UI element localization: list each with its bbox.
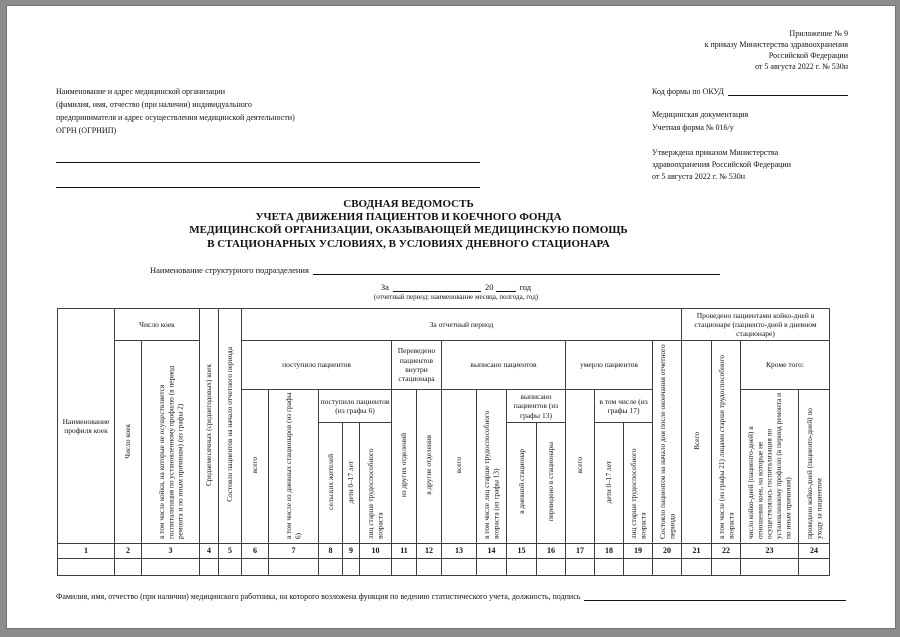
col-header-18	[595, 423, 624, 544]
col-header-8-text: сельских жителей	[325, 453, 335, 510]
col-number: 22	[712, 544, 741, 559]
group-header-discharged: выписано пациентов	[442, 341, 566, 390]
data-cell	[566, 559, 595, 576]
col-number: 2	[115, 544, 142, 559]
title-line: УЧЕТА ДВИЖЕНИЯ ПАЦИЕНТОВ И КОЕЧНОГО ФОНДА	[255, 211, 562, 224]
org-fill-line-1	[56, 162, 480, 163]
data-cell	[595, 559, 624, 576]
col-number: 12	[417, 544, 442, 559]
col-header-9	[343, 423, 360, 544]
org-line: предпринимателя и адрес осуществления медицинской деятельности)	[56, 113, 295, 122]
signature-label: Фамилия, имя, отчество (при наличии) медицинского работника, на которого возложена функция по ведению статистического учета, должность, подпись	[56, 592, 581, 601]
title-line: МЕДИЦИНСКОЙ ОРГАНИЗАЦИИ, ОКАЗЫВАЮЩЕЙ МЕДИЦИНСКУЮ ПОМОЩЬ	[189, 224, 628, 237]
data-cell	[682, 559, 712, 576]
group-header-transferred: Переведено пациентов внутри стационара	[392, 341, 442, 390]
col-number: 20	[653, 544, 682, 559]
col-header-4	[200, 309, 219, 544]
org-fill-line-2	[56, 187, 480, 188]
data-cell	[142, 559, 200, 576]
meddoc-line: Медицинская документация	[652, 110, 749, 119]
approved-line: здравоохранения Российской Федерации	[652, 160, 791, 169]
data-cell	[58, 559, 115, 576]
period-za-label: За	[380, 282, 389, 292]
col-header-22	[712, 341, 741, 544]
group-header-discharged-sub: выписано пациентов (из графы 13)	[507, 390, 566, 423]
col-header-11	[392, 390, 417, 544]
appendix-block	[652, 28, 848, 72]
period-note: (отчетный период: наименование месяца, полгода, год)	[373, 293, 539, 301]
col-number: 11	[392, 544, 417, 559]
col-header-7-text: в том числе из дневных стационаров (из графы 6)	[284, 392, 303, 540]
okud-code-row	[652, 86, 848, 96]
document-page	[6, 5, 896, 629]
data-cell	[653, 559, 682, 576]
col-header-10-text: лиц старше трудоспособного возраста	[366, 448, 385, 540]
col-number: 8	[319, 544, 343, 559]
col-header-24-text: проведено койко-дней (пациенто-дней) по уходу за пациентом	[804, 408, 823, 540]
col-header-14	[477, 390, 507, 544]
data-cell	[392, 559, 417, 576]
data-cell	[269, 559, 319, 576]
col-header-22-text: в том числе (из графы 21) лицами старше трудоспособного возраста	[716, 354, 735, 539]
data-cell	[115, 559, 142, 576]
col-number: 18	[595, 544, 624, 559]
col-header-21-text: Всего	[691, 431, 701, 450]
org-line: ОГРН (ОГРНИП)	[56, 126, 117, 135]
col-header-19	[624, 423, 653, 544]
col-header-17	[566, 390, 595, 544]
col-number: 5	[219, 544, 242, 559]
appendix-line: к приказу Министерства здравоохранения	[704, 40, 848, 49]
subdivision-fill-line	[313, 264, 720, 275]
data-cell	[477, 559, 507, 576]
col-header-10	[360, 423, 392, 544]
data-cell	[799, 559, 830, 576]
col-header-5	[219, 309, 242, 544]
year-fill-line	[496, 281, 516, 292]
period-year-suffix: год	[519, 282, 532, 292]
subdivision-row	[150, 264, 720, 275]
form-title	[56, 198, 761, 251]
col-number: 1	[58, 544, 115, 559]
title-line: В СТАЦИОНАРНЫХ УСЛОВИЯХ, В УСЛОВИЯХ ДНЕВНОГО СТАЦИОНАРА	[207, 237, 610, 250]
col-number: 10	[360, 544, 392, 559]
appendix-line: от 5 августа 2022 г. № 530н	[755, 62, 848, 71]
okud-label: Код формы по ОКУД	[652, 87, 724, 96]
patients-bed-fund-table	[57, 308, 830, 576]
approved-line: Утверждена приказом Министерства	[652, 148, 779, 157]
col-header-8	[319, 423, 343, 544]
signature-row	[56, 591, 846, 601]
col-number: 17	[566, 544, 595, 559]
col-header-3	[142, 341, 200, 544]
col-header-13-text: всего	[454, 457, 464, 474]
data-cell	[442, 559, 477, 576]
column-numbers-row	[58, 544, 830, 559]
col-header-11-text: из других отделений	[399, 433, 409, 498]
group-header-beds: Число коек	[115, 309, 200, 341]
col-header-23-text: число койко-дней (пациенто-дней) в отношении коек, на которые не осуществлялась госпитализация по установленному профилю (в период ремонта и по иным причинам)	[746, 393, 793, 540]
appendix-line: Приложение № 9	[789, 29, 848, 38]
col-header-23	[741, 390, 799, 544]
period-fields	[381, 281, 531, 292]
col-number: 6	[242, 544, 269, 559]
group-header-admitted: поступило пациентов	[242, 341, 392, 390]
col-header-14-text: в том числе лиц старше трудоспособного возраста (из графы 13)	[482, 411, 501, 540]
group-header-extra: Кроме того:	[741, 341, 830, 390]
col-header-16-text: переведено в стационары	[546, 442, 556, 522]
data-cell	[319, 559, 343, 576]
col-header-15-text: в дневной стационар	[516, 449, 526, 515]
col-header-16	[537, 423, 566, 544]
col-header-12	[417, 390, 442, 544]
data-cell	[741, 559, 799, 576]
col-number: 19	[624, 544, 653, 559]
col-header-profile: Наименование профиля коек	[58, 309, 115, 544]
col-header-2	[115, 341, 142, 544]
organization-info-block	[56, 85, 496, 137]
col-header-3-text: в том числе койки, на которые не осуществляется госпитализация по установленному профилю (в период ремонта и по иным причинам) (из графы 2)	[156, 365, 185, 539]
col-number: 21	[682, 544, 712, 559]
col-header-5-text: Состояло пациентов на начало отчетного периода	[225, 347, 235, 503]
form-number: Учетная форма № 016/у	[652, 123, 734, 132]
col-header-15	[507, 423, 537, 544]
approved-by-block	[652, 147, 848, 183]
approved-line: от 5 августа 2022 г. № 530н	[652, 172, 745, 181]
medical-documentation-block	[652, 108, 848, 134]
title-line: СВОДНАЯ ВЕДОМОСТЬ	[343, 198, 474, 210]
col-number: 16	[537, 544, 566, 559]
col-header-13	[442, 390, 477, 544]
data-cell	[360, 559, 392, 576]
col-number: 7	[269, 544, 319, 559]
col-header-21	[682, 341, 712, 544]
col-header-12-text: в другие отделения	[424, 435, 434, 496]
col-header-2-text: Число коек	[123, 423, 133, 459]
col-header-6-text: всего	[250, 457, 260, 474]
data-cell	[712, 559, 741, 576]
col-number: 15	[507, 544, 537, 559]
org-line: Наименование и адрес медицинской организации	[56, 87, 226, 96]
col-header-4-text: Среднемесячных (среднегодовых) коек	[204, 363, 214, 486]
approval-block	[652, 28, 848, 183]
data-cell	[537, 559, 566, 576]
appendix-line: Российской Федерации	[768, 51, 848, 60]
col-number: 24	[799, 544, 830, 559]
col-header-20	[653, 341, 682, 544]
col-number: 3	[142, 544, 200, 559]
group-header-period: За отчетный период	[242, 309, 682, 341]
data-cell	[507, 559, 537, 576]
period-fill-line	[393, 281, 481, 292]
col-header-24	[799, 390, 830, 544]
col-number: 23	[741, 544, 799, 559]
col-header-9-text: дети 0–17 лет	[346, 460, 356, 504]
data-cell	[200, 559, 219, 576]
col-header-7	[269, 390, 319, 544]
org-line: (фамилия, имя, отчество (при наличии) индивидуального	[56, 100, 252, 109]
group-header-died-sub: в том числе (из графы 17)	[595, 390, 653, 423]
period-row	[56, 281, 856, 303]
group-header-died: умерло пациентов	[566, 341, 653, 390]
col-header-6	[242, 390, 269, 544]
col-number: 13	[442, 544, 477, 559]
data-cell	[343, 559, 360, 576]
group-header-bed-days: Проведено пациентами койко-дней в стационаре (пациенто-дней в дневном стационаре)	[682, 309, 830, 341]
signature-fill-line	[584, 591, 846, 601]
col-number: 9	[343, 544, 360, 559]
group-header-admitted-sub: поступило пациентов (из графы 6)	[319, 390, 392, 423]
col-header-18-text: дети 0–17 лет	[604, 460, 614, 504]
empty-data-row	[58, 559, 830, 576]
okud-fill-line	[728, 86, 848, 96]
data-cell	[219, 559, 242, 576]
col-header-17-text: всего	[575, 457, 585, 474]
data-cell	[242, 559, 269, 576]
subdivision-label: Наименование структурного подразделения	[150, 265, 309, 275]
col-header-20-text: Состояло пациентов на начало дня после окончания отчетного периода	[657, 344, 676, 539]
col-header-19-text: лиц старше трудоспособного возраста	[628, 448, 647, 540]
col-number: 4	[200, 544, 219, 559]
data-cell	[417, 559, 442, 576]
period-year-prefix: 20	[484, 282, 494, 292]
data-cell	[624, 559, 653, 576]
col-number: 14	[477, 544, 507, 559]
